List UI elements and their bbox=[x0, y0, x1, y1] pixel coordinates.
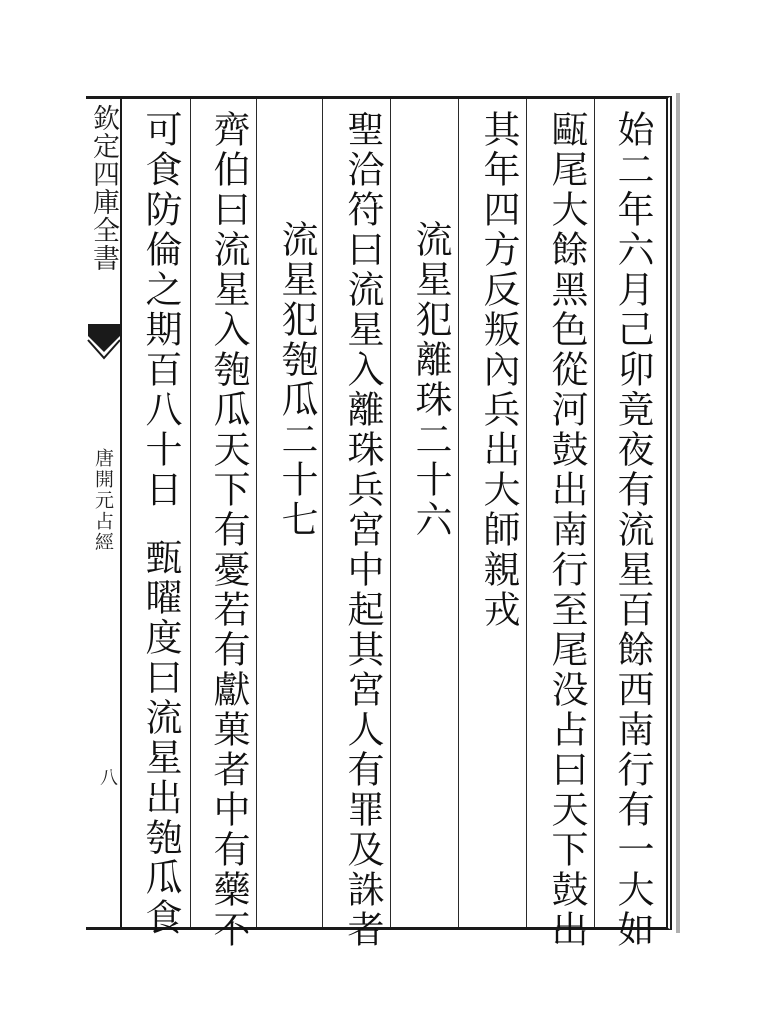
text-column-3: 其年四方反叛內兵出大師親戎 bbox=[477, 110, 520, 630]
text-column-8 bbox=[134, 110, 186, 938]
section-heading-26: 流星犯離珠二十六 bbox=[409, 220, 452, 540]
column-rule bbox=[256, 99, 257, 927]
column-rule bbox=[190, 99, 191, 927]
column-rule bbox=[526, 99, 527, 927]
column-rule bbox=[594, 99, 595, 927]
margin-book-title: 唐開元占經 bbox=[92, 448, 114, 553]
text-column-7: 齊伯曰流星入匏瓜天下有憂若有獻菓者中有藥不 bbox=[207, 110, 250, 950]
margin-page-number: 八 bbox=[97, 768, 118, 786]
text-column-1: 始二年六月己卯竟夜有流星百餘西南行有一大如 bbox=[611, 110, 654, 950]
text-column-8-note: 甄曜度曰流星出匏瓜食 bbox=[139, 538, 182, 938]
text-column-2: 甌尾大餘黑色從河鼓出南行至尾没占曰天下鼓出 bbox=[545, 110, 588, 950]
column-rule bbox=[322, 99, 323, 927]
fish-tail-mark-icon bbox=[86, 322, 122, 362]
section-heading-27: 流星犯匏瓜二十七 bbox=[275, 220, 318, 540]
column-rule bbox=[390, 99, 391, 927]
column-rule bbox=[458, 99, 459, 927]
margin-title: 欽定四庫全書 bbox=[88, 104, 119, 272]
text-column-5: 聖洽符曰流星入離珠兵宮中起其宮人有罪及誅者 bbox=[341, 110, 384, 950]
text-column-8-main: 可食防倫之期百八十日 bbox=[139, 110, 182, 510]
